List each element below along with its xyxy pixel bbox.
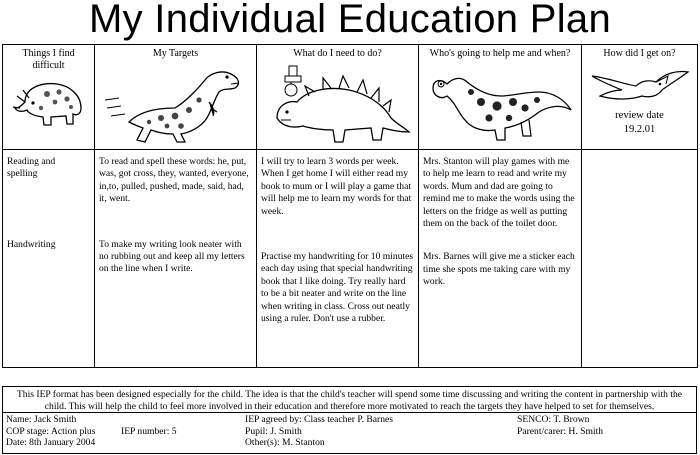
- name-field: Name: Jack Smith: [6, 414, 77, 425]
- table-body-row: [3, 150, 698, 368]
- iep-footer: [2, 386, 697, 454]
- actions-cell: [257, 150, 419, 368]
- target-item: To make my writing look neater with no rubbing out and keep all my letters on the line when I write.: [99, 238, 245, 275]
- staff-details: [517, 414, 603, 437]
- education-plan-table: [2, 44, 698, 368]
- table-header-row: [3, 45, 698, 150]
- pterodactyl-illustration: [590, 62, 690, 108]
- column-header-label: What do I need to do?: [293, 48, 382, 59]
- column-header-label: How did I get on?: [603, 48, 676, 59]
- difficulty-item: Handwriting: [7, 238, 56, 250]
- spotted-dinosaur-illustration: [425, 62, 575, 142]
- date-field: Date: 8th January 2004: [6, 437, 96, 449]
- page-title: My Individual Education Plan: [88, 0, 612, 41]
- stegosaurus-illustration: [263, 62, 413, 148]
- helper-item: Mrs. Barnes will give me a sticker each time she spots me taking care with my work.: [423, 251, 575, 288]
- senco-field: SENCO: T. Brown: [517, 414, 590, 425]
- helpers-cell: [419, 150, 582, 368]
- targets-cell: [95, 150, 257, 368]
- format-note: This IEP format has been designed especially for the child. The idea is that the child's teacher will spend some time discussing and writing the content in partnership with the child. This will help the child to feel more involved in their education and therefore more motivated to reach the targets they have helped to set for themselves.: [3, 387, 696, 413]
- cop-stage-field: COP stage: Action plus: [6, 425, 96, 437]
- running-dinosaur-illustration: [101, 62, 251, 148]
- helper-item: Mrs. Stanton will play games with me to help me learn to read and write my words. Mum and dad are going to remind me to make the words using the letters on the fridge as well as putting them on the back of the toilet door.: [423, 156, 575, 230]
- review-date-value: 19.2.01: [623, 124, 656, 135]
- iep-number-details: [121, 426, 177, 438]
- triceratops-illustration: [11, 74, 87, 130]
- iep-details: [3, 413, 696, 453]
- agreed-by-field: IEP agreed by: Class teacher P. Barnes: [245, 414, 394, 425]
- target-item: To read and spell these words: he, put, was, got cross, they, wanted, everyone, in,to, pulled, pushed, made, said, had, it, went.: [99, 156, 249, 205]
- column-header-label: Things I find difficult: [22, 48, 75, 71]
- parent-field: Parent/carer: H. Smith: [517, 425, 604, 437]
- column-header-actions: [257, 45, 419, 150]
- column-header-difficult: [3, 45, 95, 150]
- iep-number-field: IEP number: 5: [121, 426, 177, 437]
- column-header-label: Who's going to help me and when?: [429, 48, 571, 59]
- action-item: I will try to learn 3 words per week. When I get home I will either read my book to mum or I will play a game that will help me to learn my words for that week.: [261, 156, 412, 217]
- difficulty-item: Reading and spelling: [7, 156, 56, 180]
- action-item: Practise my handwriting for 10 minutes each day using that special handwriting book that I like doing. Try really hard to be a bit neater and write on the line when writing in class. Cross out neatly using a ruler. Don't use a rubber.: [261, 251, 414, 325]
- pupil-details: [6, 414, 95, 449]
- column-header-helpers: [419, 45, 582, 150]
- agreement-details: [245, 414, 393, 449]
- review-date-label: review date: [615, 110, 664, 121]
- pupil-field: Pupil: J. Smith: [245, 425, 302, 437]
- others-field: Other(s): M. Stanton: [245, 437, 325, 449]
- column-header-progress: [582, 45, 698, 150]
- difficulties-cell: [3, 150, 95, 368]
- progress-cell: [582, 150, 698, 368]
- column-header-label: My Targets: [152, 48, 199, 59]
- column-header-targets: [95, 45, 257, 150]
